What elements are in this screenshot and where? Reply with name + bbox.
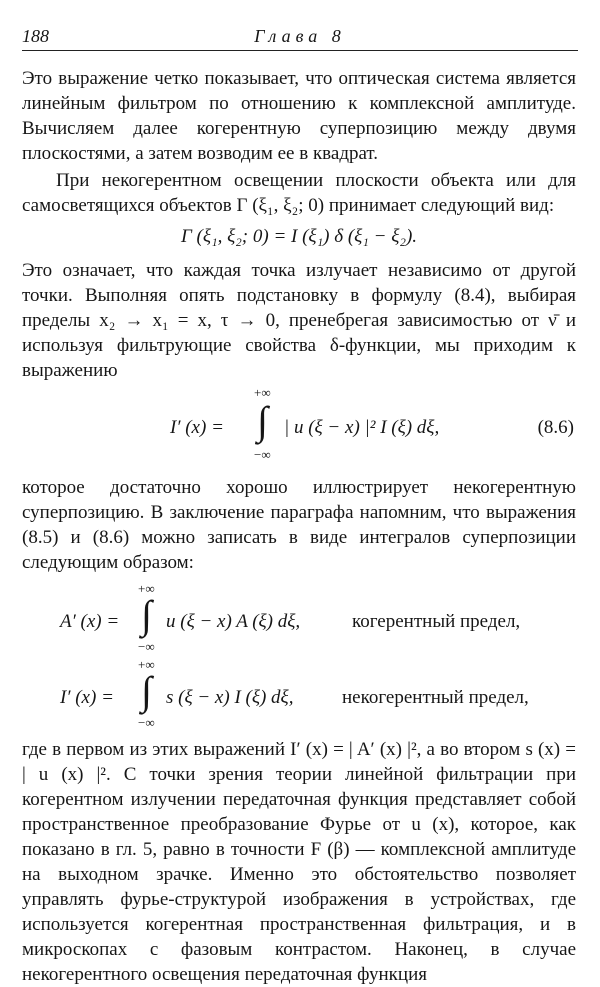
integral-sign: ∫ [257,398,268,443]
header-rule [22,50,578,51]
lower-limit: −∞ [138,639,155,654]
page-number: 188 [22,26,49,46]
paragraph-1: Это выражение четко показывает, что оптическая система является линейным фильтром по отношению к комплексной амплитуде. Вычисляем далее когерентную суперпозицию между двумя плоскостями, а затем возводим ее в квадрат. [22,68,576,164]
equation-8-6-lhs: I′ (x) = [170,417,224,438]
equation-incoherent-lhs: I′ (x) = [60,687,114,708]
equation-8-6 [22,383,576,471]
integral-sign: ∫ [141,668,152,713]
paragraph-4: которое достаточно хорошо иллюстрирует некогерентную суперпозицию. В заключение параграфа напомним, что выражения (8.5) и (8.6) можно записать в виде интегралов суперпозиции следующим образом: [22,477,576,573]
upper-limit: +∞ [138,581,155,596]
upper-limit: +∞ [138,657,155,672]
lower-limit: −∞ [138,715,155,730]
page-body [22,66,576,987]
equation-coherent [22,581,576,657]
equation-gamma-text: Γ (ξ₁, ξ₂; 0) = I (ξ₁) δ (ξ₁ − ξ₂). [180,226,418,247]
equation-number-8-6: (8.6) [537,417,574,438]
page-header [22,26,578,48]
coherent-limit-note: когерентный предел, [352,611,521,632]
equation-coherent-lhs: A′ (x) = [60,611,120,632]
equation-coherent-integrand: u (ξ − x) A (ξ) dξ, [166,611,301,632]
integral-sign: ∫ [141,592,152,637]
upper-limit: +∞ [254,385,271,400]
paragraph-5: где в первом из этих выражений I′ (x) = | A′ (x) |², а во втором s (x) = | u (x) |². С точки зрения теории линейной фильтрации при когерентном излучении передаточная функция представляет собой пространственное преобразование Фурье от u (x), которое, как показано в гл. 5, равно в точности F (β) — комплексной амплитуде на выходном зрачке. Именно это обстоятельство позволяет управлять фурье-структурой изображения в устройствах, где используется когерентная пространственная фильтрация, и в микроскопах с фазовым контрастом. Наконец, в случае некогерентного освещения передаточная функция [22,739,576,985]
equation-incoherent [22,657,576,733]
paragraph-2: При некогерентном освещении плоскости объекта или для самосветящихся объектов Γ (ξ₁, ξ₂; 0) принимает следующий вид: [22,170,576,216]
paragraph-3: Это означает, что каждая точка излучает независимо от другой точки. Выполняя опять подстановку в формулу (8.4), выбирая пределы x₂ → x₁ = x, τ → 0, пренебрегая зависимостью от ν̄ и используя фильтрующие свойства δ-функции, мы приходим к выражению [22,260,576,381]
running-title: Глава 8 [254,26,346,46]
equation-gamma [22,218,576,258]
lower-limit: −∞ [254,447,271,462]
incoherent-limit-note: некогерентный предел, [342,687,529,708]
equation-8-6-integrand: | u (ξ − x) |² I (ξ) dξ, [284,417,440,438]
equation-incoherent-integrand: s (ξ − x) I (ξ) dξ, [166,687,294,708]
